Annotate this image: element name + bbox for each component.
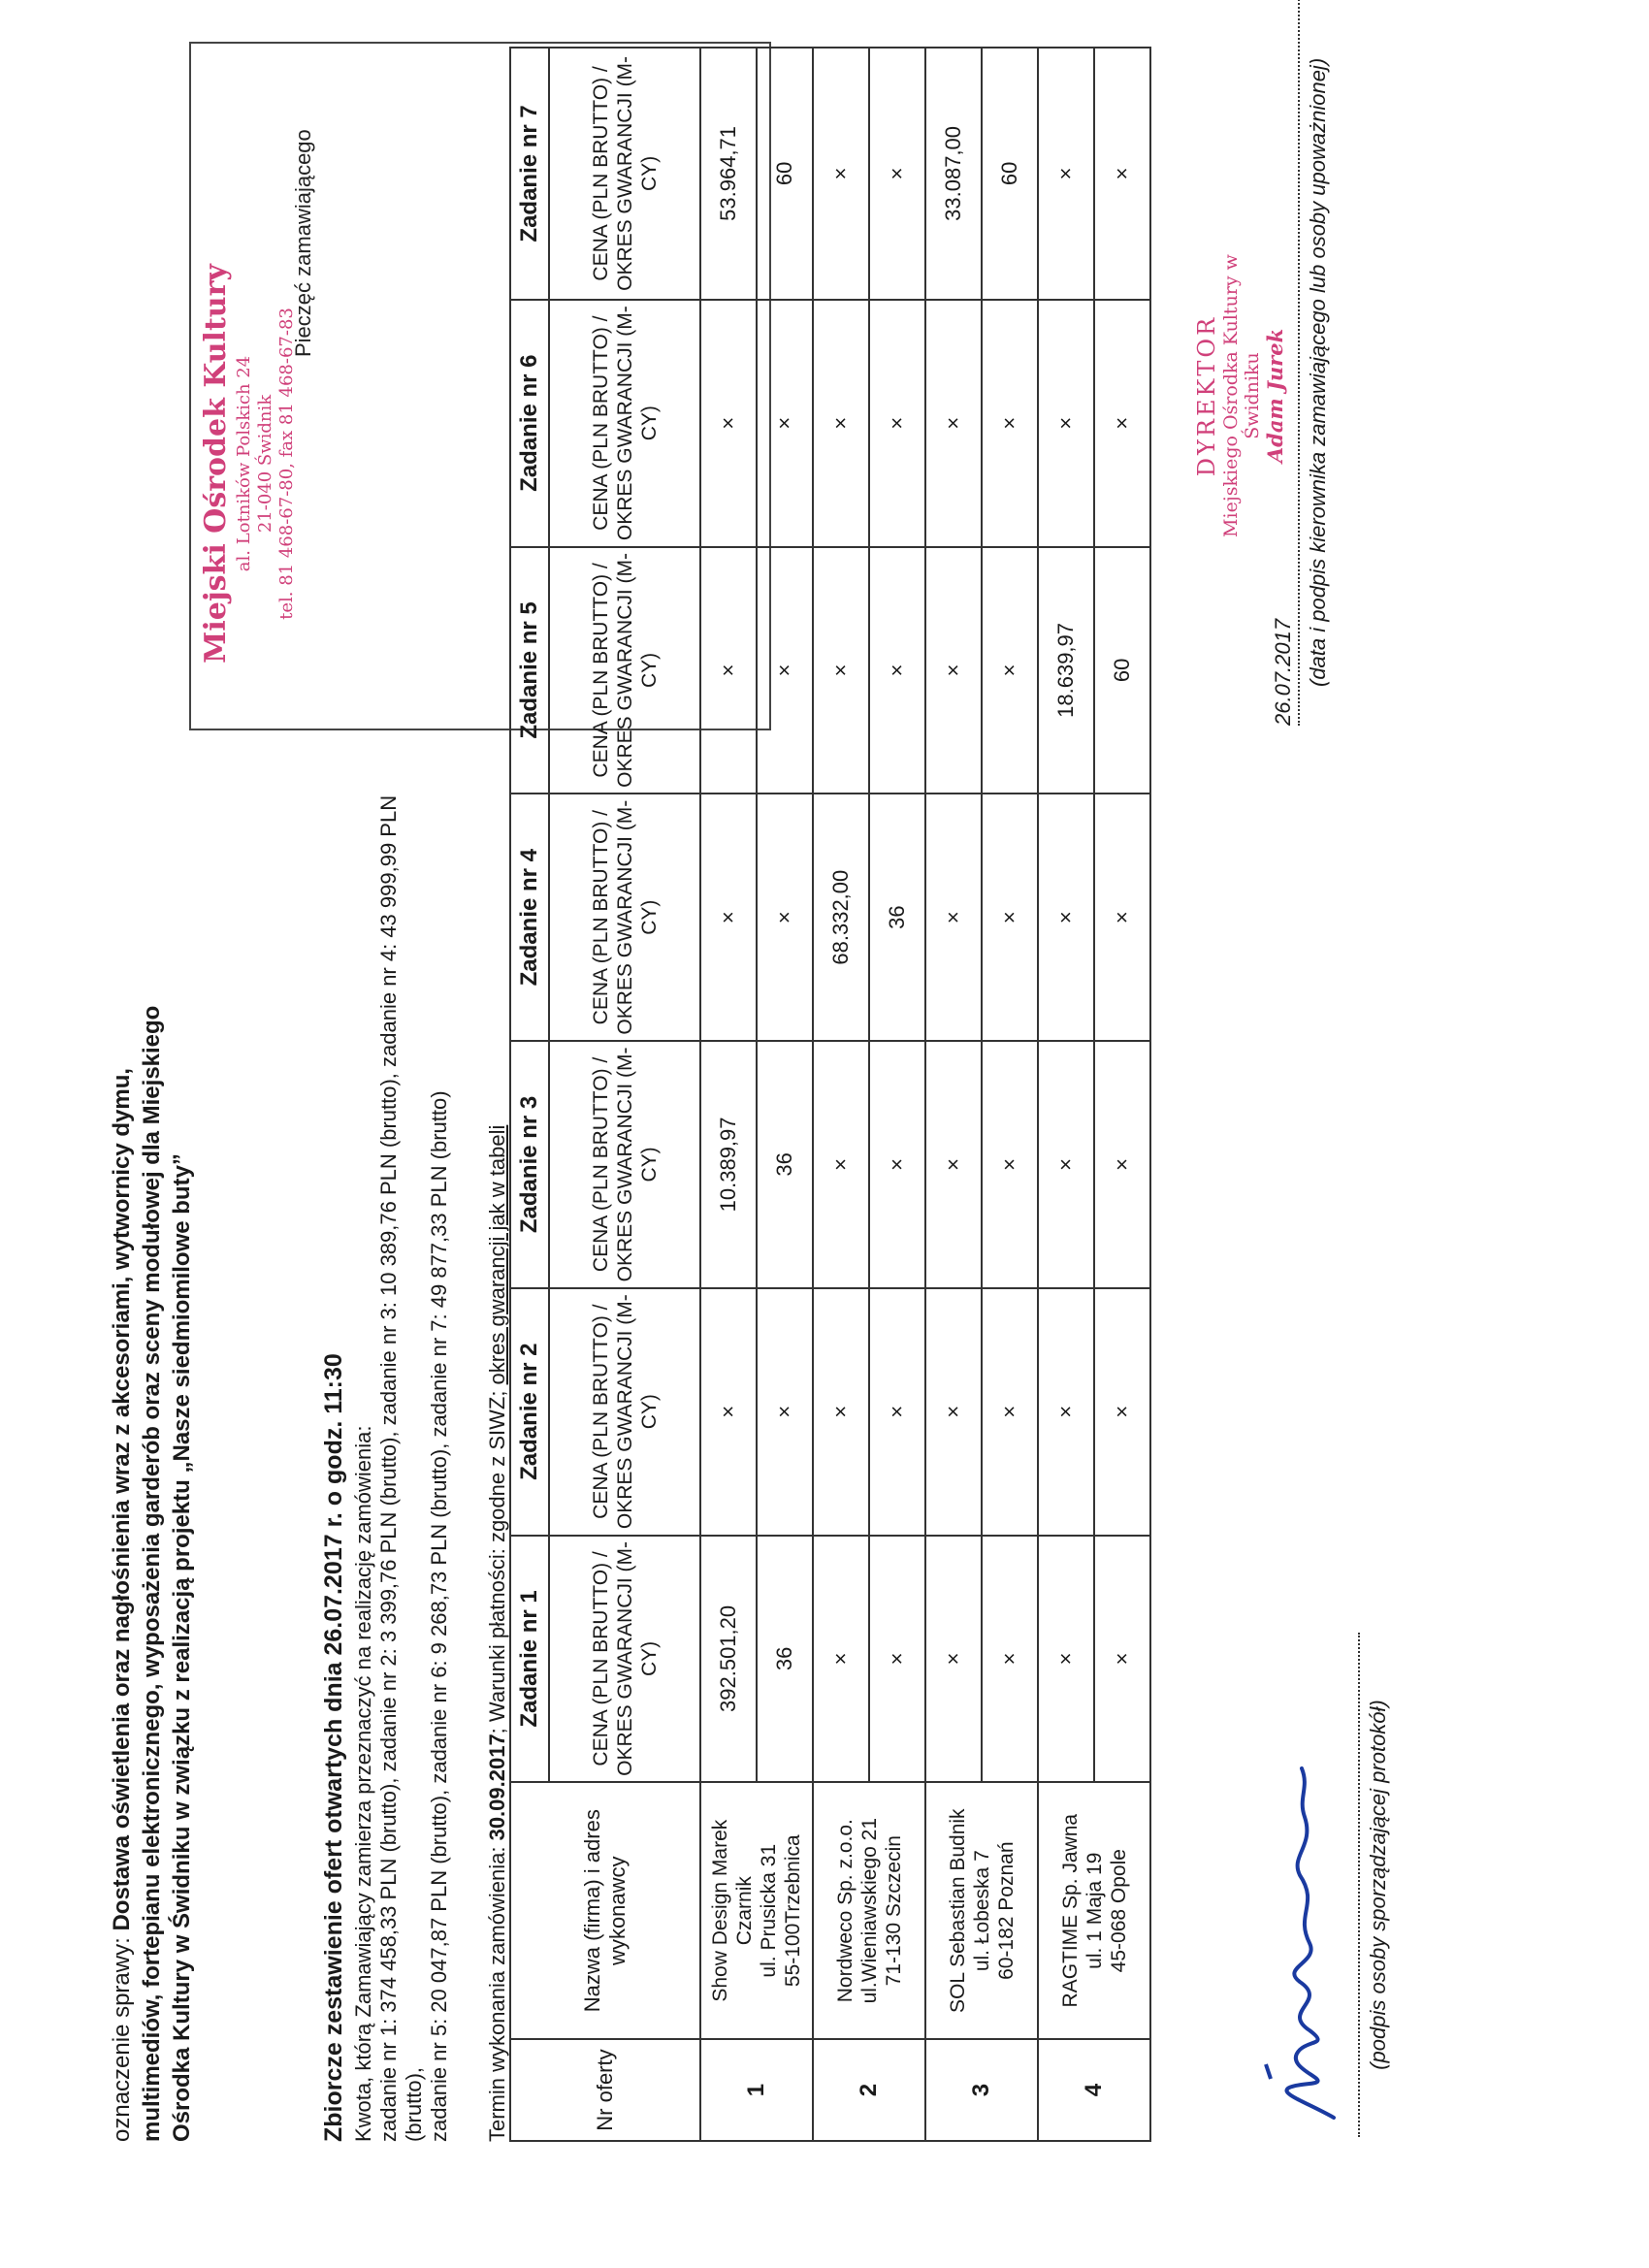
- warranty-cell: ×: [1094, 794, 1150, 1041]
- contractor-address-line: ul.Wieniawskiego 21: [857, 1817, 881, 2004]
- warranty-cell: ×: [982, 794, 1038, 1041]
- offer-number: 2: [813, 2039, 925, 2141]
- price-cell: 392.501,20: [700, 1536, 757, 1783]
- warranty-cell: ×: [1094, 1536, 1150, 1783]
- contractor-address: [925, 1782, 1038, 2039]
- warranty-cell: ×: [757, 547, 813, 794]
- offer-number: 1: [700, 2039, 813, 2141]
- price-cell: ×: [925, 547, 982, 794]
- warranty-cell: 60: [757, 48, 813, 300]
- preparer-signature-line: [1242, 1633, 1360, 2137]
- price-cell: ×: [700, 300, 757, 547]
- contractor-address: [813, 1782, 925, 2039]
- price-cell: 53.964,71: [700, 48, 757, 300]
- warranty-cell: 36: [869, 794, 925, 1041]
- contractor-address-line: ul. Prusicka 31: [758, 1843, 780, 1978]
- warranty-cell: ×: [982, 1536, 1038, 1783]
- task-header: Zadanie nr 2: [510, 1288, 549, 1536]
- price-cell: ×: [813, 1288, 869, 1536]
- summary-amounts: [351, 735, 452, 2142]
- stamp-name: Miejski Ośrodek Kultury: [199, 264, 233, 664]
- price-cell: ×: [700, 547, 757, 794]
- warranty-cell: ×: [982, 1288, 1038, 1536]
- price-cell: ×: [813, 300, 869, 547]
- warranty-cell: ×: [982, 1041, 1038, 1288]
- warranty-cell: ×: [1094, 1041, 1150, 1288]
- contractor-address-line: ul. 1 Maja 19: [1083, 1852, 1106, 1969]
- signature-date: 26.07.2017: [1271, 0, 1300, 726]
- warranty-cell: ×: [982, 300, 1038, 547]
- price-cell: ×: [813, 48, 869, 300]
- warranty-cell: ×: [869, 48, 925, 300]
- price-cell: ×: [925, 794, 982, 1041]
- task-subheader: CENA (PLN BRUTTO) / OKRES GWARANCJI (M-CY): [549, 48, 700, 300]
- offer-rows: [700, 48, 1150, 2141]
- case-header: [107, 929, 197, 2142]
- price-cell: 10.389,97: [700, 1041, 757, 1288]
- warranty-cell: ×: [1094, 48, 1150, 300]
- task-subheader: CENA (PLN BRUTTO) / OKRES GWARANCJI (M-CY): [549, 1536, 700, 1783]
- offer-number: 3: [925, 2039, 1038, 2141]
- warranty-cell: ×: [869, 1536, 925, 1783]
- case-prefix: oznaczenie sprawy:: [109, 1930, 135, 2142]
- warranty-cell: ×: [757, 1288, 813, 1536]
- price-cell: 33.087,00: [925, 48, 982, 300]
- price-cell: ×: [1038, 1041, 1094, 1288]
- contractor-address-line: 60-182 Poznań: [994, 1841, 1018, 1980]
- contractor-address-line: ul. Łobeska 7: [970, 1850, 993, 1972]
- warranty-cell: ×: [869, 1288, 925, 1536]
- summary-line-1: Kwota, którą Zamawiający zamierza przeznaczyć na realizację zamówienia:: [351, 1425, 375, 2142]
- terms-warranty: okres gwarancji jak w tabeli: [485, 1124, 509, 1385]
- contractor-address: [1038, 1782, 1150, 2039]
- task-subheader: CENA (PLN BRUTTO) / OKRES GWARANCJI (M-CY): [549, 547, 700, 794]
- contractor-address: [700, 1782, 813, 2039]
- task-subheader: CENA (PLN BRUTTO) / OKRES GWARANCJI (M-CY): [549, 300, 700, 547]
- stamp-city: 21-040 Świdnik: [255, 394, 275, 534]
- organization-stamp: [199, 211, 298, 716]
- director-name: Adam Jurek: [1263, 328, 1287, 464]
- task-subheader: CENA (PLN BRUTTO) / OKRES GWARANCJI (M-CY): [549, 1288, 700, 1536]
- table-row: [700, 48, 757, 2141]
- task-subheader: CENA (PLN BRUTTO) / OKRES GWARANCJI (M-CY): [549, 794, 700, 1041]
- task-header: Zadanie nr 7: [510, 48, 549, 300]
- price-cell: ×: [925, 1041, 982, 1288]
- contractor-address-line: Show Design Marek Czarnik: [709, 1819, 756, 2002]
- price-cell: ×: [925, 1288, 982, 1536]
- task-header: Zadanie nr 1: [510, 1536, 549, 1783]
- stamp-caption: Pieczęć zamawiającego: [291, 129, 315, 357]
- summary-line-3: zadanie nr 5: 20 047,87 PLN (brutto), zadanie nr 6: 9 268,73 PLN (brutto), zadanie nr 7: 49 877,33 PLN (brutto): [427, 1090, 451, 2142]
- warranty-cell: ×: [982, 547, 1038, 794]
- table-row: [1038, 48, 1094, 2141]
- price-cell: ×: [1038, 48, 1094, 300]
- price-cell: ×: [1038, 1288, 1094, 1536]
- contractor-address-line: RAGTIME Sp. Jawna: [1058, 1813, 1082, 2008]
- price-cell: ×: [1038, 300, 1094, 547]
- warranty-cell: 36: [757, 1536, 813, 1783]
- task-header: Zadanie nr 5: [510, 547, 549, 794]
- terms-date: 30.09.2017: [485, 1733, 509, 1841]
- warranty-cell: ×: [757, 794, 813, 1041]
- contractor-address-line: 71-130 Szczecin: [882, 1835, 905, 1987]
- price-cell: ×: [1038, 1536, 1094, 1783]
- offers-table: [509, 47, 1151, 2142]
- preparer-caption: (podpis osoby sporządzającej protokół): [1366, 1700, 1390, 2070]
- task-subheader: CENA (PLN BRUTTO) / OKRES GWARANCJI (M-CY): [549, 1041, 700, 1288]
- col-header-nr: Nr oferty: [510, 2039, 700, 2141]
- preparer-signature: [1242, 1633, 1391, 2137]
- price-cell: ×: [1038, 794, 1094, 1041]
- stamp-phone: tel. 81 468-67-80, fax 81 468-67-83: [276, 308, 297, 620]
- price-cell: ×: [925, 300, 982, 547]
- director-org: Miejskiego Ośrodka Kultury w Świdniku: [1220, 254, 1263, 537]
- summary-line-2: zadanie nr 1: 374 458,33 PLN (brutto), zadanie nr 2: 3 399,76 PLN (brutto), zadanie nr 3: 10 389,76 PLN (brutto), zadanie nr 4: 43 999,99 PLN (brutto),: [376, 794, 426, 2142]
- terms-label: Termin wykonania zamówienia:: [485, 1840, 509, 2142]
- table-row: [925, 48, 982, 2141]
- task-header: Zadanie nr 4: [510, 794, 549, 1041]
- contractor-address-line: Nordweco Sp. z.o.o.: [833, 1819, 857, 2003]
- warranty-cell: ×: [1094, 300, 1150, 547]
- contractor-address-line: SOL Sebastian Budnik: [946, 1808, 969, 2013]
- warranty-cell: ×: [869, 1041, 925, 1288]
- price-cell: ×: [925, 1536, 982, 1783]
- price-cell: ×: [813, 1041, 869, 1288]
- price-cell: 68.332,00: [813, 794, 869, 1041]
- terms-line: [485, 1125, 510, 2142]
- warranty-cell: ×: [757, 300, 813, 547]
- terms-payment: ; Warunki płatności: zgodne z SIWZ;: [485, 1384, 509, 1734]
- summary-title: Zbiorcze zestawienie ofert otwartych dnia 26.07.2017 r. o godz. 11:30: [320, 1353, 347, 2142]
- price-cell: ×: [700, 794, 757, 1041]
- task-header: Zadanie nr 3: [510, 1041, 549, 1288]
- director-caption: (data i podpis kierownika zamawiającego lub osoby upoważnionej): [1306, 57, 1330, 687]
- handwritten-signature-icon: [1242, 1633, 1358, 2137]
- price-cell: 18.639,97: [1038, 547, 1094, 794]
- table-row: [813, 48, 869, 2141]
- price-cell: ×: [700, 1288, 757, 1536]
- warranty-cell: ×: [869, 300, 925, 547]
- warranty-cell: 60: [982, 48, 1038, 300]
- task-header: Zadanie nr 6: [510, 300, 549, 547]
- case-title: Dostawa oświetlenia oraz nagłośnienia wraz z akcesoriami, wytwornicy dymu, multimediów, fortepianu elektronicznego, wyposażenia garderób oraz sceny modułowej dla Miejskiego Ośrodka Kultury w Świdniku w związku z realizacją projektu „Nasze siedmiomilowe buty”: [109, 1005, 195, 2142]
- stamp-address: al. Lotników Polskich 24: [234, 355, 254, 572]
- director-signature: [1271, 0, 1331, 726]
- warranty-cell: ×: [869, 547, 925, 794]
- contractor-address-line: 55-100Trzebnica: [782, 1834, 804, 1988]
- warranty-cell: ×: [1094, 1288, 1150, 1536]
- warranty-cell: 36: [757, 1041, 813, 1288]
- offer-number: 4: [1038, 2039, 1150, 2141]
- price-cell: ×: [813, 547, 869, 794]
- warranty-cell: 60: [1094, 547, 1150, 794]
- price-cell: ×: [813, 1536, 869, 1783]
- col-header-firm: Nazwa (firma) i adres wykonawcy: [510, 1782, 700, 2039]
- contractor-address-line: 45-068 Opole: [1107, 1849, 1130, 1973]
- director-title: DYREKTOR: [1193, 314, 1220, 477]
